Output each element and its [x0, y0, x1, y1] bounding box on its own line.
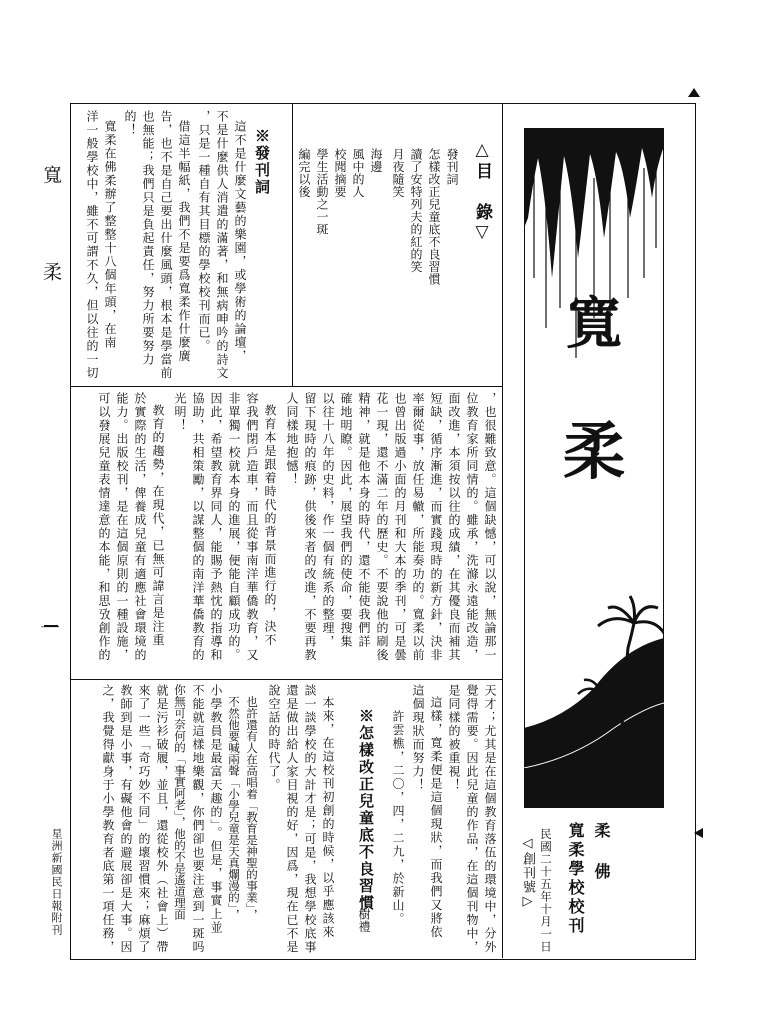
contents-item: 讀了安特列夫的紅的笑 — [409, 148, 423, 273]
middle-line: 人同樣地抱憾！ — [285, 392, 299, 487]
masthead-issue: ◁創刊號▷ — [520, 836, 535, 910]
contents-item: 風中的人 — [351, 148, 365, 198]
margin-footer: 星洲新國民日報附刊 — [50, 828, 63, 936]
editorial-line: 的！ — [123, 110, 137, 137]
habits-line: 來了一些「奇巧妙不同」的壞習慣來；麻煩了 — [137, 684, 151, 954]
middle-line: 容我們閉戶造車，而且從事南洋華僑教育，又 — [245, 392, 259, 662]
masthead-date: 民國二十五年十月一日 — [539, 828, 553, 953]
lower-line: 覺得需要。因此兒童的作品，在這個刊物中， — [465, 684, 479, 954]
middle-line: 因此，希望教育界同人，能賜予熱忱的指導和 — [209, 392, 223, 662]
contents-item: 編完以後 — [297, 148, 311, 198]
lower-line: 這個現狀而努力！ — [411, 684, 425, 792]
lower-line: 天才；尤其是在這個教育落伍的環境中，分外 — [483, 684, 497, 954]
contents-item: 學生活動之一斑 — [315, 148, 329, 236]
habits-line: 教師到是小事，有礙他會的避展卻是大事。因 — [119, 684, 133, 954]
habits-line: 也許還有人在高唱着「教育是神聖的事業」， — [245, 696, 259, 921]
editorial-line: 也無能；我們只是負起責任，努力所要努力 — [141, 110, 155, 367]
editorial-line: 借這半幅紙，我們不是要爲寬柔作什麼廣 — [177, 120, 191, 363]
editorial-line: ，只是一種自有其目標的學校校刊而已。 — [197, 110, 211, 353]
editorial-line: 這不是什麼文藝的樂園，或學術的論壇， — [233, 120, 247, 363]
middle-line: 留下現時的痕跡，供後來者的改進，不要再教 — [303, 392, 317, 662]
middle-line: 光明！ — [173, 392, 187, 433]
lower-line: 是同樣的被重視！ — [447, 684, 461, 792]
contents-item: 月夜隨笑 — [391, 148, 405, 198]
middle-line: 非單獨一校就本身的進展，便能自顧成功的。 — [227, 392, 241, 662]
margin-title: 寬 柔 — [40, 165, 62, 309]
lower-divider — [71, 679, 502, 680]
editorial-heading: ※發刊詞 — [253, 128, 271, 196]
habits-line: 之，我覺得獻身于小學教育者底第一項任務， — [101, 684, 115, 954]
lower-line: 許雲樵，二〇，四，二九，於新山。 — [391, 710, 405, 926]
editorial-line: 不是什麼供人消遣的滿著，和無病呻吟的詩文 — [215, 110, 229, 380]
middle-line: ，也很難致意。這個缺憾，可以說，無論那一 — [483, 392, 497, 662]
middle-line: 也曾出版過小面的月刊和大本的季刊，可是曇 — [393, 392, 407, 662]
middle-line: 確地明瞭。因此，展望我們的使命，要搜集 — [339, 392, 353, 649]
habits-line: 說空話的時代了。 — [267, 684, 281, 792]
masthead-divider — [502, 104, 503, 958]
habits-line: 還是做出給人家目視的好，因爲，現在已不是 — [285, 684, 299, 954]
contents-item: 發刊詞 — [445, 148, 459, 186]
editorial-line: 告，也不是自己要出什麼風頭，根本是學當前 — [159, 110, 173, 380]
middle-line: 可以發展兒童表情達意的本能，和思攷創作的 — [97, 392, 111, 662]
masthead-title-1: 寬 — [566, 291, 622, 357]
contents-heading: △目 錄▽ — [472, 140, 492, 244]
habits-heading: ※怎樣改正兒童底不良習慣 — [357, 708, 375, 912]
habits-line: 談一談學校的大計才是；可是，我想學校底事 — [303, 684, 317, 954]
masthead-publication: 寬柔學校校刊 — [566, 822, 585, 936]
masthead — [518, 122, 666, 817]
masthead-region: 柔 佛 — [592, 822, 611, 882]
editorial-line: 寬柔在佛柔辦了整整十八個年頭，在南 — [103, 120, 117, 350]
contents-divider — [292, 104, 293, 386]
masthead-banner — [524, 128, 664, 808]
habits-line: 不能就這樣地樂觀，你們卻也要注意到一斑吗 — [191, 684, 205, 954]
page-number-text: 一 — [40, 616, 60, 640]
middle-line: 能力。出版校刊，是在這個原則的一種設施， — [115, 392, 129, 662]
lower-line: 這樣，寬柔便是這個現狀，而我們又將依 — [429, 696, 443, 939]
middle-line: 花一現，還不滿二年的歷史。不要說他的刷後 — [375, 392, 389, 662]
masthead-title-2: 柔 — [562, 415, 626, 488]
contents-item: 怎樣改正兒童底不良習慣 — [427, 148, 441, 286]
editorial-line: 洋一般學校中，雖不可謂不久，但以往的一切 — [85, 110, 99, 380]
middle-line: 率爾從事，放任易轍，所能奏功的。寬柔以前 — [411, 392, 425, 662]
middle-line: 教育本是跟着時代的背景而進行的，決不 — [263, 404, 277, 647]
upper-divider — [71, 386, 502, 387]
right-edge-mark — [694, 828, 703, 838]
habits-line: 就是污衫破履，並且，還從校外（社會上）帶 — [155, 684, 169, 954]
habits-line: 小學教員是最富天趣的」。但是，事實上並 — [209, 684, 223, 935]
middle-line: 面改進，本須按以往的成績，在其優良而補其 — [447, 392, 461, 662]
top-edge-mark — [688, 88, 700, 97]
habits-byline: 樹禮 — [357, 908, 371, 933]
habits-line: 你無可奈何的「事實阿老」，他的不是遙道理面 — [173, 684, 187, 920]
middle-line: 精神，就是他本身的時代，還不能使我們詳 — [357, 392, 371, 649]
habits-line: 不然他要喊兩聲「小學兒童是天真爛漫的」， — [227, 696, 241, 921]
middle-line: 以往十八年的史料，作一個有統系的整理， — [321, 392, 335, 649]
habits-line: 本來，在這校刊初創的時候，以乎應該來 — [321, 696, 335, 939]
middle-line: 協助，共相策勵，以謀整個的南洋華僑教育的 — [191, 392, 205, 662]
middle-line: 位教育家所同情的。雖承，洗滌永遠能改造， — [465, 392, 479, 662]
contents-item: 校聞摘要 — [333, 148, 347, 198]
middle-line: 於實際的生活，俾養成兒童有適應社會環境的 — [133, 392, 147, 662]
middle-line: 教育的趨勢，在現代，已無可諱言是注重 — [151, 404, 165, 647]
contents-item: 海邊 — [369, 148, 383, 173]
middle-line: 短缺，循序漸進，而實踐現時的新方針，決非 — [429, 392, 443, 662]
